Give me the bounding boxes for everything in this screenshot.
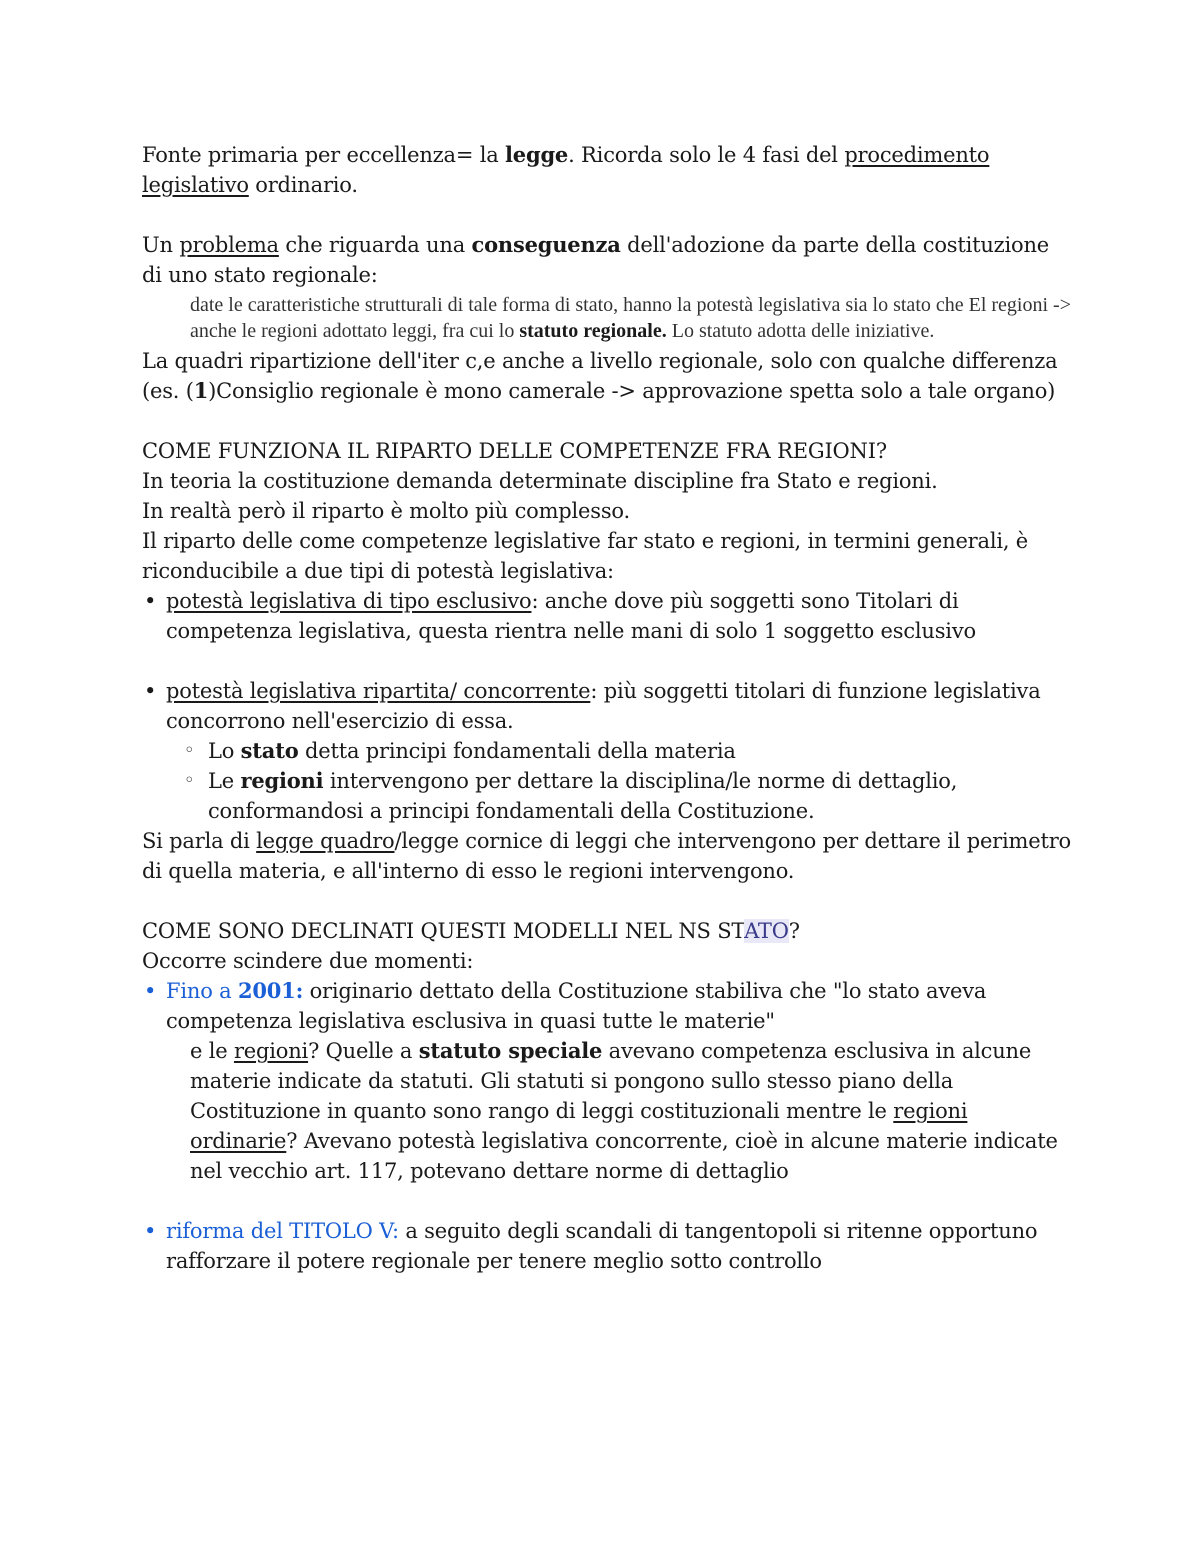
bold-regioni: regioni — [240, 768, 324, 793]
text: dell'adozione da parte della costituzione di uno stato regionale: — [142, 233, 1050, 287]
bold-statuto-speciale: statuto speciale — [418, 1038, 603, 1063]
bullet-riforma-titolo-v — [142, 1216, 1072, 1276]
text: /legge cornice di leggi che intervengono per dettare il perimetro di quella materia, e all'interno di esso le regioni intervengono. — [142, 829, 1071, 883]
text: Lo — [208, 739, 241, 763]
underline-esclusivo: potestà legislativa di tipo esclusivo — [166, 589, 532, 613]
text: La quadri ripartizione dell'iter c,e anche a livello regionale, solo con qualche differenza (es. ( — [142, 349, 1058, 403]
paragraph-problema — [142, 230, 1072, 290]
indented-paragraph-caratteristiche — [190, 292, 1072, 344]
bold-statuto-regionale: statuto regionale. — [519, 320, 667, 342]
sub-bullet-stato — [142, 736, 1072, 766]
spacer — [142, 646, 1072, 676]
bullet-esclusivo — [142, 586, 1072, 646]
blue-text: Fino a — [166, 979, 238, 1003]
highlighted-text: ATO — [744, 919, 789, 943]
paragraph-teoria: In teoria la costituzione demanda determinate discipline fra Stato e regioni. — [142, 469, 938, 493]
text: detta principi fondamentali della materia — [298, 739, 736, 763]
heading-riparto-competenze: COME FUNZIONA IL RIPARTO DELLE COMPETENZE FRA REGIONI? — [142, 439, 887, 463]
spacer — [142, 406, 1072, 436]
text: Le — [208, 769, 241, 793]
text: : anche dove più soggetti sono Titolari di competenza legislativa, questa rientra nelle mani di solo 1 soggetto esclusivo — [166, 589, 976, 643]
underline-regioni: regioni — [233, 1039, 309, 1063]
text: ? Avevano potestà legislativa concorrente, cioè in alcune materie indicate nel vecchio art. 117, potevano dettare norme di dettaglio — [190, 1129, 1058, 1183]
bold-stato: stato — [240, 738, 299, 763]
text: a seguito degli scandali di tangentopoli si ritenne opportuno rafforzare il potere regionale per tenere meglio sotto controllo — [166, 1219, 1038, 1273]
sub-bullet-regioni — [142, 766, 1072, 826]
bold-conseguenza: conseguenza — [471, 232, 621, 257]
spacer — [142, 1186, 1072, 1216]
underline-regioni-ordinarie: regioni ordinarie — [190, 1099, 968, 1153]
document-body — [142, 140, 1072, 1276]
text: ordinario. — [248, 173, 358, 197]
underline-concorrente: potestà legislativa ripartita/ concorrente — [166, 679, 591, 703]
bold-number: 1 — [193, 378, 209, 403]
text: Lo statuto adotta delle iniziative. — [666, 320, 935, 342]
text: intervengono per dettare la disciplina/le norme di dettaglio, conformandosi a principi fondamentali della Costituzione. — [208, 769, 958, 823]
text: avevano competenza esclusiva in alcune materie indicate da statuti. Gli statuti si pongono sullo stesso piano della Costituzione in quanto sono rango di leggi costituzionali mentre le — [190, 1039, 1032, 1123]
text: Un — [142, 233, 180, 257]
text: originario dettato della Costituzione stabiliva che "lo stato aveva competenza legislativa esclusiva in quasi tutte le materie" — [166, 979, 987, 1033]
text: . Ricorda solo le 4 fasi del — [568, 143, 845, 167]
text: ? — [788, 919, 800, 943]
spacer — [142, 886, 1072, 916]
blue-text: riforma del TITOLO V: — [166, 1219, 399, 1243]
underline-procedimento: procedimento legislativo — [142, 143, 990, 197]
text: che riguarda una — [278, 233, 472, 257]
bullet-concorrente — [142, 676, 1072, 736]
text: : più soggetti titolari di funzione legislativa concorrono nell'esercizio di essa. — [166, 679, 1041, 733]
blue-bold-year: 2001: — [237, 978, 304, 1003]
text: e le — [190, 1039, 234, 1063]
paragraph-legge-quadro — [142, 826, 1072, 886]
text: Si parla di — [142, 829, 257, 853]
text: )Consiglio regionale è mono camerale -> approvazione spetta solo a tale organo) — [208, 379, 1056, 403]
paragraph-riparto: Il riparto delle come competenze legislative far stato e regioni, in termini generali, è riconducibile a due tipi di potestà legislativa: — [142, 529, 1029, 583]
text: ? Quelle a — [308, 1039, 419, 1063]
text: date le caratteristiche strutturali di tale forma di stato, hanno la potestà legislativa sia lo stato che El regioni -> anche le regioni adottato leggi, fra cui lo — [190, 294, 1071, 342]
paragraph-quadri-ripartizione — [142, 346, 1072, 406]
text: Fonte primaria per eccellenza= la — [142, 143, 506, 167]
underline-problema: problema — [179, 233, 279, 257]
bullet-list-momenti — [142, 976, 1072, 1276]
spacer — [142, 200, 1072, 230]
heading-modelli-stato — [142, 916, 1072, 946]
text: COME SONO DECLINATI QUESTI MODELLI NEL NS ST — [142, 919, 745, 943]
underline-legge-quadro: legge quadro — [256, 829, 395, 853]
bullet-continuation-regioni — [142, 1036, 1072, 1186]
paragraph-scindere: Occorre scindere due momenti: — [142, 949, 474, 973]
bullet-fino-2001 — [142, 976, 1072, 1036]
bullet-list-potesta — [142, 586, 1072, 826]
bold-legge: legge — [505, 142, 569, 167]
paragraph-realta: In realtà però il riparto è molto più complesso. — [142, 499, 630, 523]
paragraph-fonte-primaria — [142, 140, 1072, 200]
